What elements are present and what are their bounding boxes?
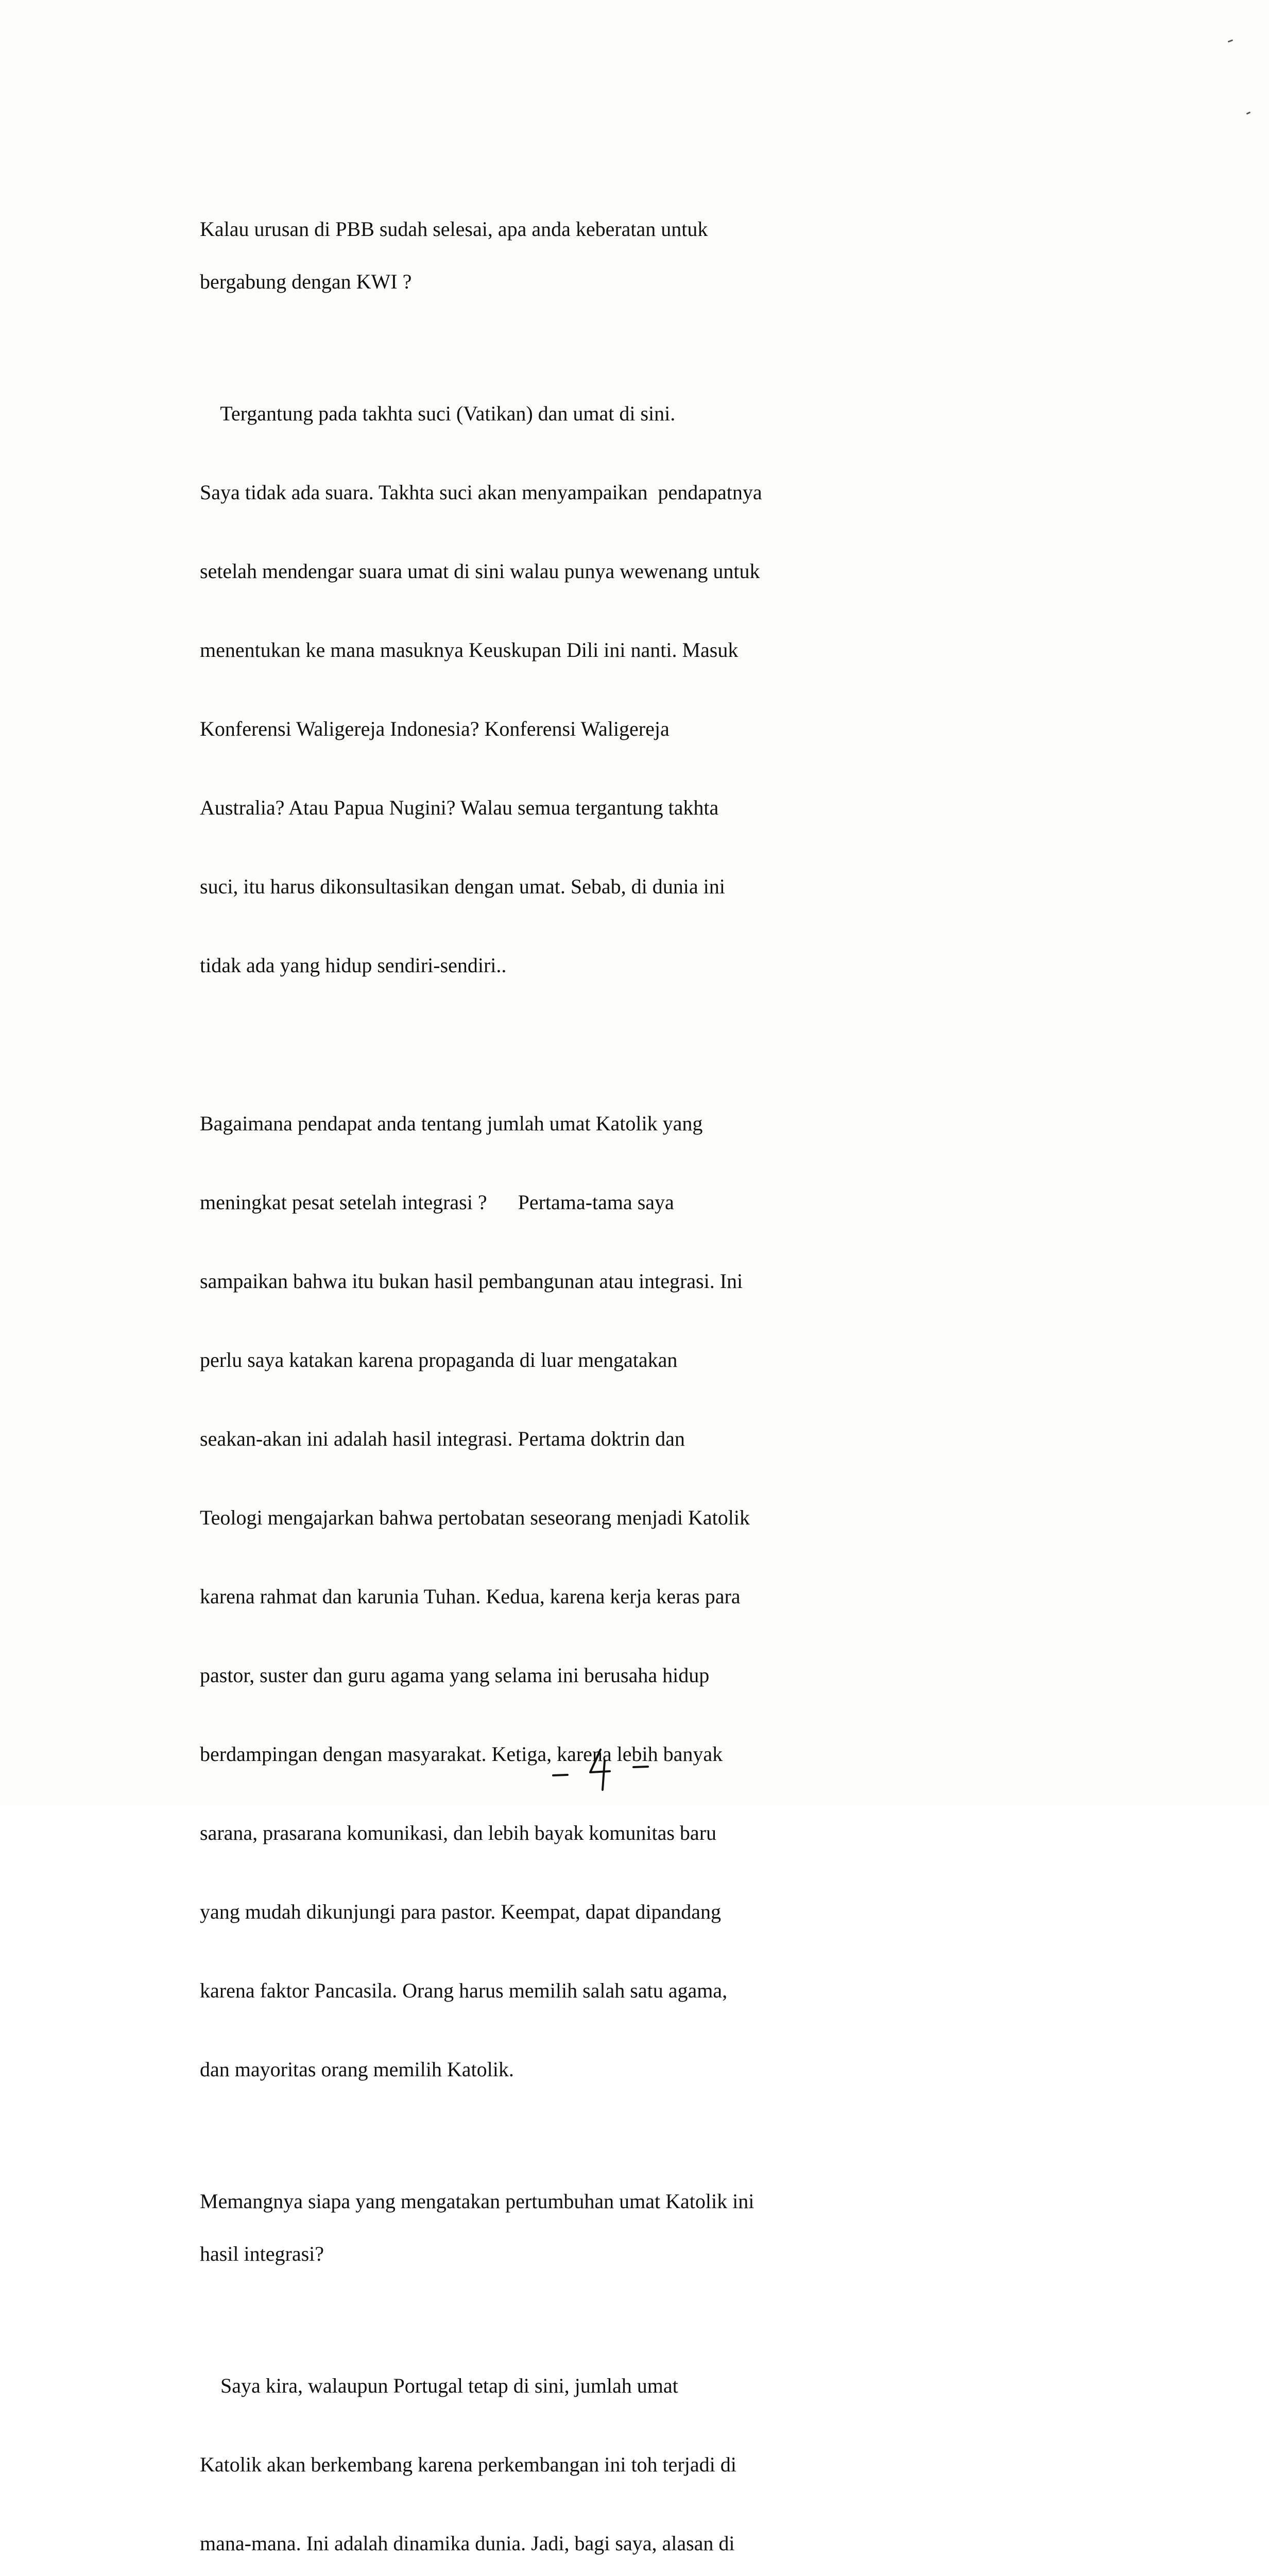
- text-line: dan mayoritas orang memilih Katolik.: [200, 2058, 514, 2081]
- text-line: Bagaimana pendapat anda tentang jumlah umat Katolik yang: [200, 1112, 703, 1135]
- text-line: karena faktor Pancasila. Orang harus memilih salah satu agama,: [200, 1979, 728, 2002]
- text-line: yang mudah dikunjungi para pastor. Keempat, dapat dipandang: [200, 1900, 721, 1923]
- text-line: mana-mana. Ini adalah dinamika dunia. Jadi, bagi saya, alasan di: [200, 2532, 735, 2555]
- text-line: pastor, suster dan guru agama yang selama ini berusaha hidup: [200, 1664, 710, 1687]
- text-line: Teologi mengajarkan bahwa pertobatan seseorang menjadi Katolik: [200, 1506, 750, 1529]
- text-line: sampaikan bahwa itu bukan hasil pembangunan atau integrasi. Ini: [200, 1269, 743, 1293]
- text-line: berdampingan dengan masyarakat. Ketiga, karena lebih banyak: [200, 1742, 723, 1766]
- text-line: setelah mendengar suara umat di sini walau punya wewenang untuk: [200, 560, 760, 583]
- handwritten-digit-4-stroke-2: [603, 1761, 605, 1790]
- handwritten-digit-4-stroke-1: [590, 1750, 610, 1772]
- text-line: Saya tidak ada suara. Takhta suci akan menyampaikan pendapatnya: [200, 481, 762, 504]
- document-body: [200, 190, 880, 2576]
- text-line: karena rahmat dan karunia Tuhan. Kedua, karena kerja keras para: [200, 1585, 741, 1608]
- scan-speck: [1228, 39, 1233, 42]
- page-number: [547, 1742, 660, 1794]
- text-line: Konferensi Waligereja Indonesia? Konferensi Waligereja: [200, 717, 670, 740]
- text-line: hasil integrasi?: [200, 2242, 324, 2265]
- question-paragraph: [200, 190, 880, 321]
- text-line: tidak ada yang hidup sendiri-sendiri..: [200, 954, 507, 977]
- text-line: menentukan ke mana masuknya Keuskupan Dili ini nanti. Masuk: [200, 638, 739, 662]
- text-line: perlu saya katakan karena propaganda di luar mengatakan: [200, 1348, 678, 1371]
- scan-speck: [1246, 111, 1251, 114]
- question-answer-paragraph: [200, 1058, 880, 2135]
- text-line: seakan-akan ini adalah hasil integrasi. Pertama doktrin dan: [200, 1427, 685, 1450]
- text-line: bergabung dengan KWI ?: [200, 270, 412, 293]
- text-line: Saya kira, walaupun Portugal tetap di sini, jumlah umat: [200, 2374, 678, 2397]
- text-line: meningkat pesat setelah integrasi ? Pertama-tama saya: [200, 1191, 674, 1214]
- question-paragraph: [200, 2162, 880, 2293]
- text-line: Tergantung pada takhta suci (Vatikan) dan umat di sini.: [200, 402, 676, 425]
- text-line: sarana, prasarana komunikasi, dan lebih bayak komunitas baru: [200, 1821, 717, 1844]
- answer-paragraph: [200, 2320, 880, 2576]
- text-line: suci, itu harus dikonsultasikan dengan umat. Sebab, di dunia ini: [200, 875, 725, 898]
- text-line: Memangnya siapa yang mengatakan pertumbuhan umat Katolik ini: [200, 2190, 754, 2213]
- text-line: Kalau urusan di PBB sudah selesai, apa anda keberatan untuk: [200, 217, 708, 241]
- text-line: Australia? Atau Papua Nugini? Walau semua tergantung takhta: [200, 796, 719, 819]
- answer-paragraph: [200, 348, 880, 1031]
- text-line: Katolik akan berkembang karena perkembangan ini toh terjadi di: [200, 2453, 736, 2476]
